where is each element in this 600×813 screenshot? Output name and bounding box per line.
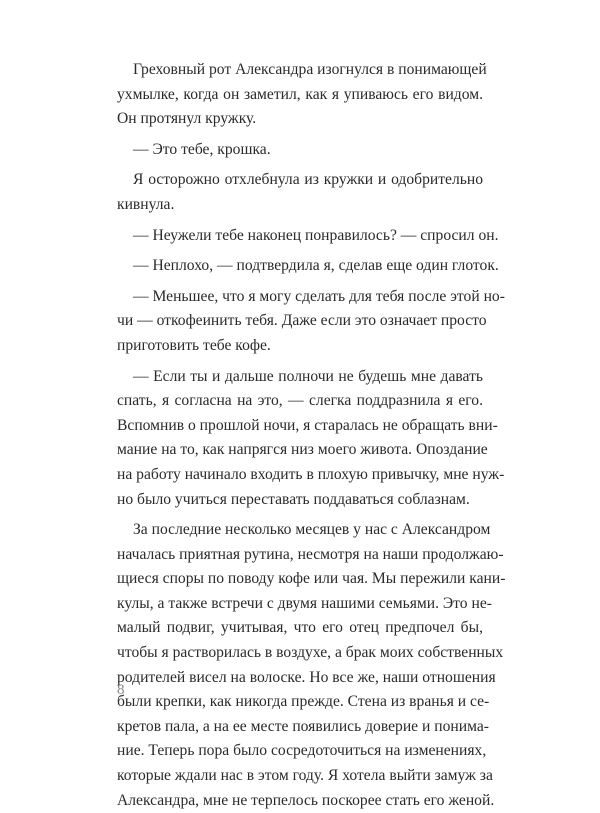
paragraph xyxy=(117,224,499,249)
text-line: Греховный рот Александра изогнулся в понимающей xyxy=(133,61,487,78)
text-line: — Если ты и дальше полночи не будешь мне давать xyxy=(133,367,483,385)
text-line: — Меньшее, что я могу сделать для тебя после этой но- xyxy=(133,287,505,305)
text-line: были крепки, как никогда прежде. Стена из вранья и се- xyxy=(117,693,490,711)
text-line: кивнула. xyxy=(117,195,175,213)
paragraph xyxy=(117,138,483,163)
text-line: началась приятная рутина, несмотря на наши продолжаю- xyxy=(117,545,504,563)
page-number: 8 xyxy=(117,682,125,698)
text-line: ние. Теперь пора было сосредоточиться на изменениях, xyxy=(117,742,487,760)
text-line: чтобы я растворилась в воздухе, а брак моих собственных xyxy=(117,644,504,662)
text-line: кулы, а также встречи с двумя нашими семьями. Это не- xyxy=(117,594,492,612)
body-text xyxy=(117,58,506,813)
text-line: родителей висел на волоске. Но все же, наши отношения xyxy=(117,668,496,686)
paragraph xyxy=(117,285,505,359)
text-line: Александра, мне не терпелось поскорее стать его женой. xyxy=(117,791,495,809)
text-line: Он протянул кружку. xyxy=(117,110,257,128)
text-line: мание на то, как напрягся низ моего живота. Опоздание xyxy=(117,441,488,459)
text-line: щиеся споры по поводу кофе или чая. Мы пережили кани- xyxy=(117,570,506,588)
text-line: ухмылке, когда он заметил, как я упиваюсь его видом. xyxy=(117,85,483,103)
text-line: которые ждали нас в этом году. Я хотела выйти замуж за xyxy=(117,767,493,785)
text-line: кретов пала, а на ее месте появились доверие и понима- xyxy=(117,717,489,735)
text-line: чи — откофеинить тебя. Даже если это означает просто xyxy=(117,312,487,330)
text-line: За последние несколько месяцев у нас с Александром xyxy=(133,521,491,539)
text-line: Вспомнив о прошлой ночи, я старалась не обращать вни- xyxy=(117,416,498,434)
text-line: спать, я согласна на это, — слегка поддразнила я его. xyxy=(117,392,483,410)
paragraph xyxy=(117,365,505,513)
text-line: Я осторожно отхлебнула из кружки и одобрительно xyxy=(133,171,483,189)
text-line: — Неужели тебе наконец понравилось? — спросил он. xyxy=(133,226,499,244)
text-line: приготовить тебе кофе. xyxy=(117,336,271,354)
paragraph xyxy=(117,168,483,217)
text-line: на работу начинало входить в плохую привычку, мне нуж- xyxy=(117,465,505,483)
text-line: но было учиться переставать поддаваться соблазнам. xyxy=(117,490,470,508)
paragraph xyxy=(117,254,499,279)
text-line: — Неплохо, — подтвердила я, сделав еще один глоток. xyxy=(133,257,499,275)
paragraph xyxy=(117,58,487,132)
text-line: малый подвиг, учитывая, что его отец предпочел бы, xyxy=(117,619,483,637)
paragraph xyxy=(117,518,506,813)
text-line: — Это тебе, крошка. xyxy=(133,140,271,158)
